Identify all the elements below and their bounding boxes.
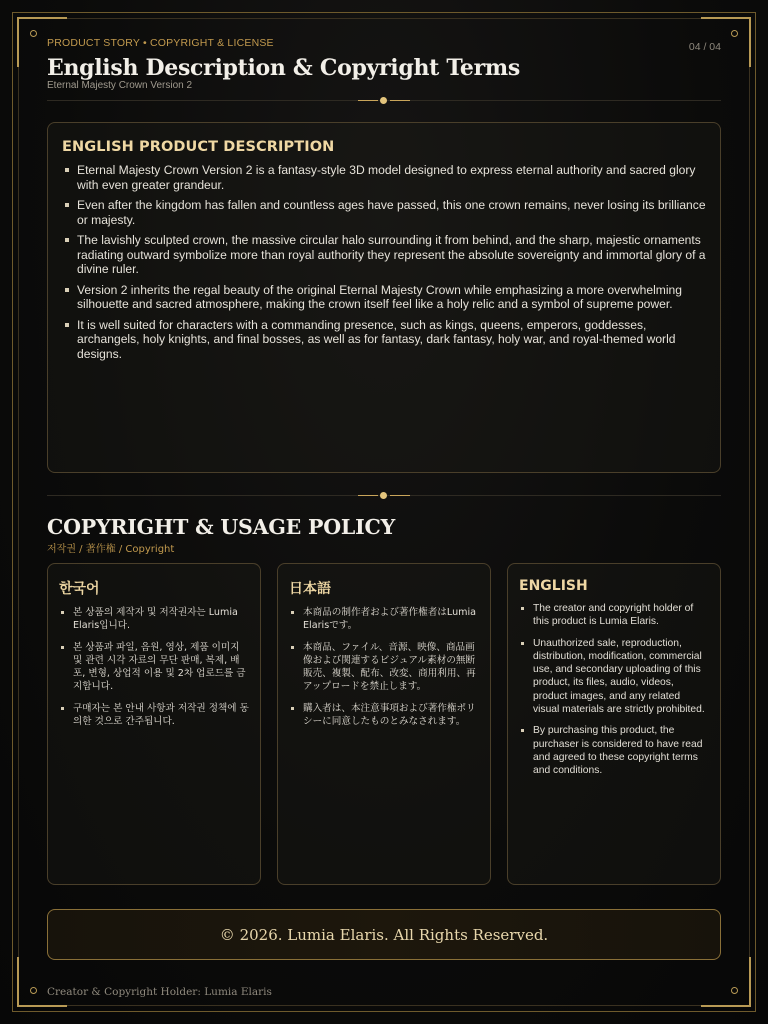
column-list [289,606,479,728]
column-heading: 日本語 [289,581,331,597]
description-panel [47,122,721,473]
list-item: Even after the kingdom has fallen and countless ages have passed, this one crown remains, never losing its brilliance or majesty. [62,198,706,227]
list-item: 本商品、ファイル、音源、映像、商品画像および関連するビジュアル素材の無断販売、複製、配布、改変、商用利用、再アップロードを禁止します。 [289,641,479,694]
copyright-subtitle: 저작권 / 著作権 / Copyright [47,544,175,555]
corner-dot-icon [731,987,738,994]
column-list [59,606,249,728]
list-item: 本商品の制作者および著作権者はLumia Elarisです。 [289,606,479,633]
list-item: The lavishly sculpted crown, the massive circular halo surrounding it from behind, and the sharp, majestic ornaments radiating outward symbolize more than royal authority they represent the absolute sovereignty and immortal glory of a divine ruler. [62,233,706,277]
list-item: 구매자는 본 안내 사항과 저작권 정책에 동의한 것으로 간주됩니다. [59,702,249,729]
corner-ornament-bottom-left [17,957,67,1007]
page-number: 04 / 04 [688,41,721,53]
description-heading: ENGLISH PRODUCT DESCRIPTION [62,139,335,155]
list-item: 본 상품의 제작자 및 저작권자는 Lumia Elaris입니다. [59,606,249,633]
creator-credit: Creator & Copyright Holder: Lumia Elaris [47,986,272,998]
column-heading: ENGLISH [519,578,588,594]
description-list [62,163,706,361]
list-item: By purchasing this product, the purchaser is considered to have read and agreed to these copyright terms and conditions. [519,724,709,777]
page-title: English Description & Copyright Terms [47,55,520,81]
divider-ornament-icon [358,492,410,499]
copyright-column-japanese [277,563,491,885]
copyright-column-korean [47,563,261,885]
corner-dot-icon [731,30,738,37]
corner-ornament-bottom-right [701,957,751,1007]
corner-dot-icon [30,987,37,994]
list-item: Version 2 inherits the regal beauty of the original Eternal Majesty Crown while emphasizing a more overwhelming silhouette and sacred atmosphere, making the crown itself feel like a holy relic and a symbol of supreme power. [62,283,706,312]
list-item: 購入者は、本注意事項および著作権ポリシーに同意したものとみなされます。 [289,702,479,729]
list-item: 본 상품과 파일, 음원, 영상, 제품 이미지 및 관련 시각 자료의 무단 판매, 복제, 배포, 변형, 상업적 이용 및 2차 업로드를 금지합니다. [59,641,249,694]
list-item: Eternal Majesty Crown Version 2 is a fantasy-style 3D model designed to express eternal authority and sacred glory with even greater grandeur. [62,163,706,192]
list-item: The creator and copyright holder of this product is Lumia Elaris. [519,602,709,629]
column-heading: 한국어 [59,581,100,597]
list-item: Unauthorized sale, reproduction, distribution, modification, commercial use, and secondary uploading of this product, its files, audio, videos, product images, and any related visual materials are strictly prohibited. [519,637,709,717]
corner-dot-icon [30,30,37,37]
page-subtitle: Eternal Majesty Crown Version 2 [47,80,193,91]
rights-banner [47,909,721,960]
rights-text: © 2026. Lumia Elaris. All Rights Reserved. [219,925,549,944]
eyebrow-label: PRODUCT STORY • COPYRIGHT & LICENSE [47,37,274,49]
copyright-column-english [507,563,721,885]
list-item: It is well suited for characters with a commanding presence, such as kings, queens, emperors, goddesses, archangels, holy knights, and final bosses, as well as for fantasy, dark fantasy, holy war, and royal-themed world designs. [62,318,706,362]
column-list [519,602,709,778]
copyright-title: COPYRIGHT & USAGE POLICY [47,515,396,539]
divider-ornament-icon [358,97,410,104]
